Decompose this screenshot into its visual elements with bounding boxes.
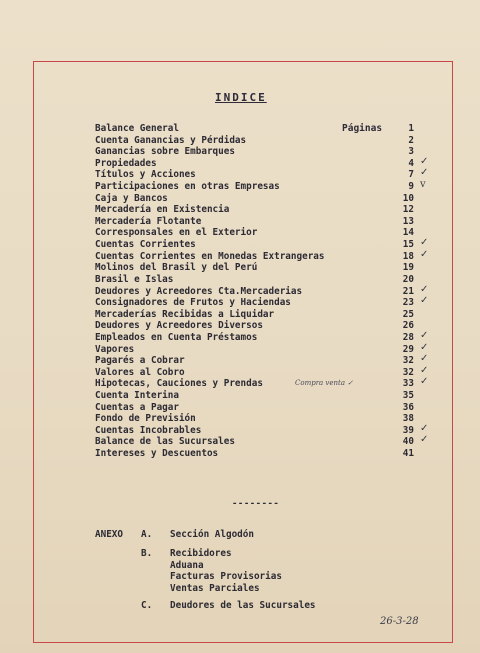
entry-label: Títulos y Acciones (95, 169, 196, 181)
entry-page-number: 13 (402, 215, 414, 227)
entry-page-number: 26 (402, 320, 414, 332)
index-entry (95, 239, 435, 251)
index-entry (95, 169, 435, 181)
index-entry (95, 248, 435, 263)
entry-page-number: 23 (402, 297, 414, 309)
index-entry (95, 422, 435, 437)
index-entry (95, 216, 435, 228)
entry-page-number: 2 (408, 134, 414, 146)
checkmark-icon: ✓ (420, 167, 429, 179)
entry-page-number: 4 (408, 157, 414, 169)
entry-page-number: 1 (408, 123, 414, 134)
entry-label: Cuenta Ganancias y Pérdidas (95, 134, 247, 146)
entry-label: Cuentas Corrientes (95, 239, 196, 251)
handwritten-note: Compra venta ✓ (295, 379, 354, 388)
checkmark-icon: ✓ (420, 376, 429, 388)
annex-item-a-line: Sección Algodón (170, 529, 254, 540)
checkmark-icon: ✓ (420, 248, 429, 260)
entry-label: Deudores y Acreedores Cta.Mercaderias (95, 285, 303, 297)
entry-page-number: 33 (402, 378, 414, 390)
entry-label: Molinos del Brasil y del Perú (95, 262, 258, 274)
index-entry (95, 390, 435, 402)
index-entry (95, 355, 435, 367)
entry-label: Consignadores de Frutos y Haciendas (95, 297, 291, 309)
index-entry (95, 283, 435, 298)
entry-page-number: 36 (402, 401, 414, 413)
entry-label: Caja y Bancos (95, 192, 168, 204)
checkmark-icon: ✓ (420, 295, 429, 307)
index-entry (95, 413, 435, 425)
index-entry (95, 378, 435, 390)
entry-label: Intereses y Descuentos (95, 448, 219, 460)
entry-label: Cuentas Corrientes en Monedas Extrangeras (95, 250, 325, 262)
index-entry (95, 146, 435, 158)
entry-page-number: 32 (402, 366, 414, 378)
index-entry (95, 262, 435, 274)
entry-label: Deudores y Acreedores Diversos (95, 320, 263, 332)
index-entry (95, 341, 435, 356)
entry-label: Brasil e Islas (95, 273, 174, 285)
entry-page-number: 20 (402, 273, 414, 285)
index-title: INDICE (215, 91, 267, 104)
checkmark-icon: ✓ (420, 155, 429, 167)
entry-page-number: 25 (402, 308, 414, 320)
entry-page-number: 14 (402, 227, 414, 239)
entry-label: Mercadería Flotante (95, 215, 202, 227)
checkmark-icon: ✓ (420, 353, 429, 365)
entry-label: Participaciones en otras Empresas (95, 181, 280, 193)
entry-page-number: 32 (402, 355, 414, 367)
index-entry (95, 204, 435, 216)
index-entry (95, 309, 435, 321)
entry-label: Cuentas a Pagar (95, 401, 179, 413)
index-entry (95, 329, 435, 344)
entry-label: Mercadería en Existencia (95, 204, 230, 216)
annex-item-c-line: Deudores de las Sucursales (170, 600, 316, 611)
entry-label: Empleados en Cuenta Préstamos (95, 331, 258, 343)
entry-page-number: 18 (402, 250, 414, 262)
entry-page-number: 40 (402, 436, 414, 448)
index-list (95, 123, 435, 460)
entry-page-number: 19 (402, 262, 414, 274)
index-entry (95, 364, 435, 379)
index-entry (95, 181, 435, 193)
annex-letter-b: B. (141, 548, 153, 559)
annex-label: ANEXO (95, 529, 123, 540)
entry-page-number: 39 (402, 424, 414, 436)
annex-letter-c: C. (141, 600, 153, 611)
entry-page-number: 28 (402, 331, 414, 343)
index-entry (95, 193, 435, 205)
annex-item-b-line-3: Facturas Provisorias (170, 571, 282, 583)
annex-letter-a: A. (141, 529, 153, 540)
handwritten-date: 26-3-28 (380, 616, 419, 627)
entry-page-number: 10 (402, 192, 414, 204)
index-entry (95, 227, 435, 239)
entry-label: Cuentas Incobrables (95, 424, 202, 436)
annex-item-b-line-2: Aduana (170, 559, 204, 571)
entry-label: Balance de las Sucursales (95, 436, 235, 448)
entry-page-number: 3 (408, 146, 414, 158)
annex-item-b-line-1: Recibidores (170, 548, 232, 559)
entry-page-number: 15 (402, 239, 414, 251)
entry-label: Balance General (95, 123, 179, 134)
entry-page-number: 29 (402, 343, 414, 355)
entry-label: Cuenta Interina (95, 390, 179, 402)
index-entry (95, 297, 435, 309)
entry-page-number: 35 (402, 390, 414, 402)
checkmark-icon: v (420, 179, 426, 191)
annex-item-b-line-4: Ventas Parciales (170, 582, 260, 594)
entry-page-number: 21 (402, 285, 414, 297)
separator-line: -------- (232, 499, 280, 509)
checkmark-icon: ✓ (420, 364, 429, 376)
checkmark-icon: ✓ (420, 434, 429, 446)
checkmark-icon: ✓ (420, 341, 429, 353)
index-entry (95, 448, 435, 460)
index-entry (95, 135, 435, 147)
entry-label: Valores al Cobro (95, 366, 185, 378)
checkmark-icon: ✓ (420, 422, 429, 434)
entry-label: Ganancias sobre Embarques (95, 146, 235, 158)
entry-label: Corresponsales en el Exterior (95, 227, 258, 239)
index-entry (95, 155, 435, 170)
entry-label: Mercaderías Recibidas a Liquidar (95, 308, 275, 320)
entry-page-number: 7 (408, 169, 414, 181)
checkmark-icon: ✓ (420, 283, 429, 295)
pages-column-header: Páginas (342, 123, 383, 134)
index-entry (95, 402, 435, 414)
index-entry (95, 436, 435, 448)
entry-page-number: 9 (408, 181, 414, 193)
checkmark-icon: ✓ (420, 329, 429, 341)
entry-page-number: 38 (402, 413, 414, 425)
checkmark-icon: ✓ (420, 237, 429, 249)
index-entry (95, 123, 435, 135)
index-entry (95, 274, 435, 286)
index-entry (95, 320, 435, 332)
entry-label: Fondo de Previsión (95, 413, 196, 425)
entry-label: Propiedades (95, 157, 157, 169)
entry-label: Vapores (95, 343, 135, 355)
entry-page-number: 12 (402, 204, 414, 216)
entry-label: Hipotecas, Cauciones y Prendas (95, 378, 263, 390)
entry-label: Pagarés a Cobrar (95, 355, 185, 367)
entry-page-number: 41 (402, 448, 414, 460)
